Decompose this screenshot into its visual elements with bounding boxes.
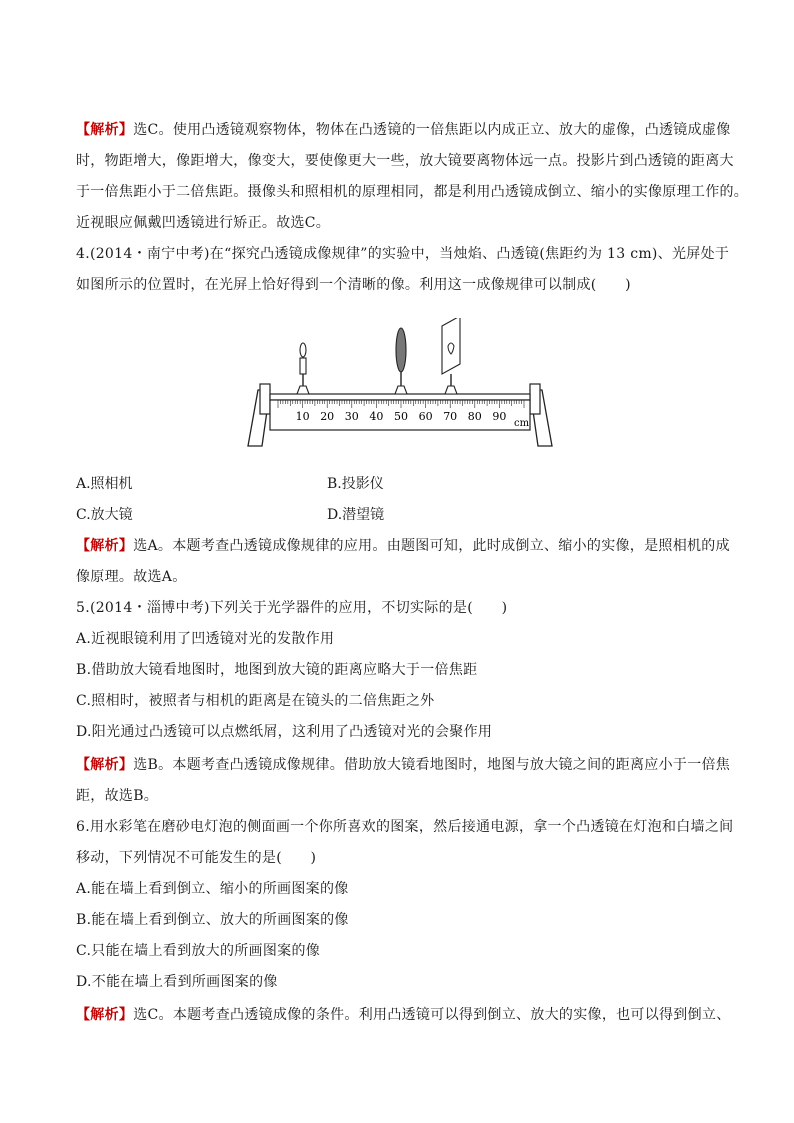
q4-analysis-line-1 (76, 536, 730, 556)
optical-bench-figure (240, 318, 560, 458)
q6-option-a: A.能在墙上看到倒立、缩小的所画图案的像 (76, 881, 349, 897)
analysis-tag: 【解析】 (76, 757, 134, 773)
q3-analysis-line-3: 于一倍焦距小于二倍焦距。摄像头和照相机的原理相同，都是利用凸透镜成倒立、缩小的实像原理工作的。 (76, 184, 749, 200)
analysis-tag: 【解析】 (76, 538, 134, 554)
analysis-text: 选B。本题考查凸透镜成像规律。借助放大镜看地图时，地图与放大镜之间的距离应小于一倍焦 (133, 757, 731, 773)
ruler-tick-label: 60 (418, 410, 433, 423)
q5-option-b: B.借助放大镜看地图时，地图到放大镜的距离应略大于一倍焦距 (76, 662, 478, 678)
q5-analysis-line-2: 距，故选B。 (76, 788, 159, 804)
candle-flame (300, 343, 306, 357)
q4-option-a: A.照相机 (76, 476, 133, 492)
analysis-tag: 【解析】 (76, 122, 134, 138)
ruler-tick-label: 70 (443, 410, 458, 423)
ruler-tick-label: 20 (320, 410, 335, 423)
q6-stem-line-1: 6.用水彩笔在磨砂电灯泡的侧面画一个你所喜欢的图案，然后接通电源，拿一个凸透镜在灯泡和白墙之间 (76, 819, 734, 835)
lens-body (396, 328, 406, 372)
q5-stem: 5.(2014・淄博中考)下列关于光学器件的应用，不切实际的是( ) (76, 600, 508, 616)
q3-analysis-line-4: 近视眼应佩戴凹透镜进行矫正。故选C。 (76, 215, 331, 231)
analysis-text: 选C。使用凸透镜观察物体，物体在凸透镜的一倍焦距以内成正立、放大的虚像，凸透镜成虚像 (133, 122, 731, 138)
light-screen (442, 318, 460, 394)
q5-option-c: C.照相时，被照者与相机的距离是在镜头的二倍焦距之外 (76, 693, 435, 709)
q4-stem-line-1: 4.(2014・南宁中考)在“探究凸透镜成像规律”的实验中，当烛焰、凸透镜(焦距约为 13 cm)、光屏处于 (76, 246, 730, 262)
analysis-text: 选A。本题考查凸透镜成像规律的应用。由题图可知，此时成倒立、缩小的实像，是照相机的成 (133, 538, 730, 554)
q4-stem-line-2: 如图所示的位置时，在光屏上恰好得到一个清晰的像。利用这一成像规律可以制成( ) (76, 277, 631, 293)
q3-analysis-line-1 (76, 120, 731, 140)
analysis-text: 选C。本题考查凸透镜成像的条件。利用凸透镜可以得到倒立、放大的实像，也可以得到倒立、 (133, 1007, 731, 1023)
q6-option-d: D.不能在墙上看到所画图案的像 (76, 974, 278, 990)
q6-analysis-line-1 (76, 1005, 731, 1025)
analysis-tag: 【解析】 (76, 1007, 134, 1023)
q4-option-d: D.潜望镜 (327, 507, 385, 523)
ruler-tick-label: 50 (394, 410, 408, 423)
ruler-unit-label: cm (514, 418, 530, 429)
q3-analysis-line-2: 时，物距增大，像距增大，像变大，要使像更大一些，放大镜要离物体远一点。投影片到凸透镜的距离大 (76, 153, 734, 169)
ruler-tick-labels (296, 410, 507, 423)
q6-stem-line-2: 移动，下列情况不可能发生的是( ) (76, 850, 317, 866)
ruler-tick-label: 90 (492, 410, 507, 423)
q4-option-c: C.放大镜 (76, 507, 133, 523)
right-post (530, 384, 540, 414)
q5-option-a: A.近视眼镜利用了凹透镜对光的发散作用 (76, 631, 335, 647)
ruler-tick-label: 10 (295, 410, 310, 423)
q6-option-b: B.能在墙上看到倒立、放大的所画图案的像 (76, 912, 349, 928)
q5-option-d: D.阳光通过凸透镜可以点燃纸屑，这利用了凸透镜对光的会聚作用 (76, 724, 493, 740)
q4-option-b: B.投影仪 (327, 476, 384, 492)
q6-option-c: C.只能在墙上看到放大的所画图案的像 (76, 943, 321, 959)
ruler-tick-label: 40 (369, 410, 384, 423)
ruler-tick-label: 80 (467, 410, 482, 423)
ruler-tick-label: 30 (344, 410, 359, 423)
screen-panel (442, 318, 460, 374)
q5-analysis-line-1 (76, 755, 730, 775)
convex-lens (395, 328, 407, 394)
left-post (260, 384, 270, 414)
q4-analysis-line-2: 像原理。故选A。 (76, 569, 187, 585)
rail-top (270, 394, 530, 400)
candle-body (300, 358, 306, 374)
candle (297, 343, 309, 394)
